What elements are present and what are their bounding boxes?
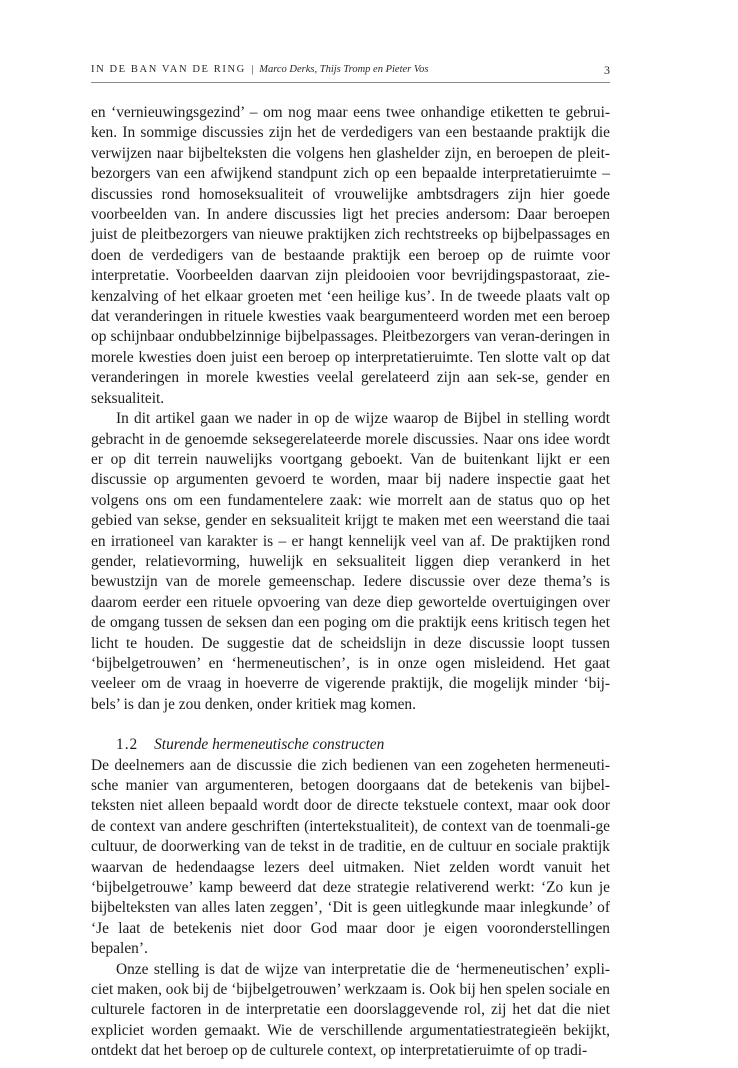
header-rule (91, 82, 610, 83)
section-heading (91, 735, 610, 755)
paragraph-2: In dit artikel gaan we nader in op de wijze waarop de Bijbel in stelling wordt gebracht in de genoemde seksegerelateerde morele discussies. Naar ons idee wordt er op dit terrein nauwelijks voortgang geboekt. Van de buitenkant lijkt er een discussie op argumenten gevoerd te worden, maar bij nadere inspectie gaat het volgens ons om een fundamentelere zaak: wie morrelt aan de status quo op het gebied van sekse, gender en seksualiteit krijgt te maken met een weerstand die taai en irrationeel van karakter is – er hangt kennelijk veel van af. De praktijken rond gender, relatievorming, huwelijk en seksualiteit liggen diep verankerd in het bewustzijn van de morele gemeenschap. Iedere discussie over deze thema’s is daarom eerder een rituele opvoering van deze diep gewortelde overtuigingen over de omgang tussen de seksen dan een poging om die praktijk eens kritisch tegen het licht te houden. De suggestie dat de scheidslijn in deze discussie loopt tussen ‘bijbelgetrouwen’ en ‘hermeneutischen’, is in onze ogen misleidend. Het gaat veeleer om de vraag in hoeverre de vigerende praktijk, die mogelijk minder ‘bij-bels’ is dan je zou denken, onder kritiek mag komen. (91, 410, 610, 713)
page-number: 3 (604, 63, 610, 77)
paragraph-3: De deelnemers aan de discussie die zich bedienen van een zogeheten hermeneuti-sche manier van argumenteren, betogen doorgaans dat de betekenis van bijbel-teksten niet alleen bepaald wordt door de directe tekstuele context, maar ook door de context van andere geschriften (intertekstualiteit), de context van de toenmali-ge cultuur, de doorwerking van de tekst in de traditie, en de cultuur en sociale praktijk waarvan de hedendaagse lezers deel uitmaken. Niet zelden wordt vanuit het ‘bijbelgetrouwe’ kamp beweerd dat deze strategie relativerend werkt: ‘Zo kun je bijbelteksten van alles laten zeggen’, ‘Dit is geen uitlegkunde maar inlegkunde’ of ‘Je laat de betekenis niet door God maar door je eigen vooronderstellingen bepalen’. (91, 756, 610, 958)
section-number: 1.2 (116, 736, 139, 754)
section-title: Sturende hermeneutische constructen (154, 736, 385, 754)
paragraph-1: en ‘vernieuwingsgezind’ – om nog maar eens twee onhandige etiketten te gebrui-ken. In sommige discussies zijn het de verdedigers van een bestaande praktijk die verwijzen naar bijbelteksten die volgens hen glashelder zijn, en beroepen de pleit-bezorgers van een afwijkend standpunt zich op een bepaalde interpretatieruimte – discussies rond homoseksualiteit of vrouwelijke ambtsdragers zijn hier goede voorbeelden van. In andere discussies ligt het precies andersom: Daar beroepen juist de pleitbezorgers van nieuwe praktijken zich rechtstreeks op bijbelpassages en doen de verdedigers van de bestaande praktijk een beroep op de ruimte voor interpretatie. Voorbeelden daarvan zijn pleidooien voor bevrijdingspastoraat, zie-kenzalving of het elkaar groeten met ‘een heilige kus’. In de tweede plaats valt op dat veranderingen in rituele kwesties vaak beargumenteerd worden met een beroep op schijnbaar ondubbelzinnige bijbelpassages. Pleitbezorgers van veran-deringen in morele kwesties doen juist een beroep op interpretatieruimte. Ten slotte valt op dat veranderingen in morele kwesties veelal gerelateerd zijn aan sek-se, gender en seksualiteit. (91, 104, 610, 407)
running-head-authors: Marco Derks, Thijs Tromp en Pieter Vos (259, 64, 429, 75)
running-title: IN DE BAN VAN DE RING (91, 64, 246, 75)
article-body (91, 103, 610, 1062)
running-head (91, 62, 610, 78)
running-head-separator: | (251, 64, 254, 75)
paragraph-4: Onze stelling is dat de wijze van interpretatie die de ‘hermeneutischen’ expli-ciet maken, ook bij de ‘bijbelgetrouwen’ werkzaam is. Ook bij hen spelen sociale en culturele factoren in de interpretatie een doorslaggevende rol, zij het dat die niet expliciet worden gemaakt. Wie de verschillende argumentatiestrategieën bekijkt, ontdekt dat het beroep op de culturele context, op interpretatieruimte of op tradi- (91, 960, 610, 1060)
